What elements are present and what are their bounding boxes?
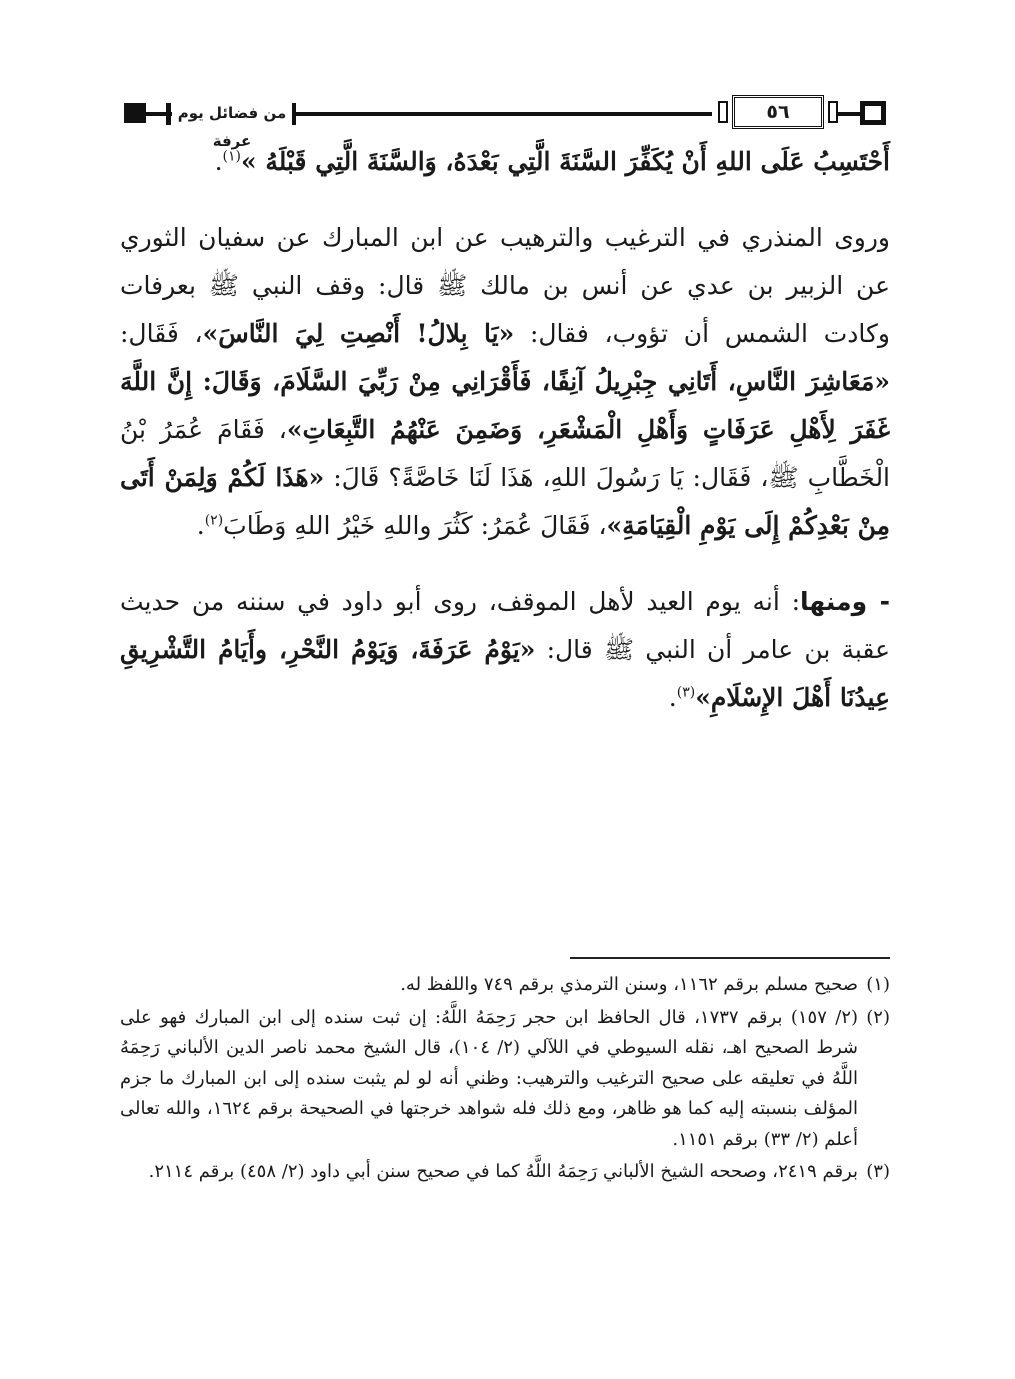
narration-text: ، فَقَامَ عُمَرُ بْنُ الْخَطَّابِ ﷺ، فَقَال: يَا رَسُولَ اللهِ، هَذَا لَنَا خَاصَّةً؟ قَالَ: — [120, 415, 891, 492]
header-end-square — [860, 101, 886, 125]
narration-text: ، فَقَال: — [120, 319, 203, 348]
header-book-title: من فضائل يوم عرفة — [172, 99, 292, 127]
footnote-text: (٢/ ١٥٧) برقم ١٧٣٧، قال الحافظ ابن حجر رَحِمَهُ اللَّهُ: إن ثبت سنده إلى ابن المبارك فهو على شرط الصحيح اهـ، نقله السيوطي في اللآلي (٢/ ١٠٤)، قال الشيخ محمد ناصر الدين الألباني رَحِمَهُ اللَّهُ في تعليقه على صحيح الترغيب والترهيب: وظني أنه لو لم يثبت سنده إلى ابن المبارك ما جزم المؤلف بنسبته إليه كما هو ظاهر، ومع ذلك فله شواهد خرجتها في الصحيحة برقم ١٦٢٤، والله تعالى أعلم (٢/ ٣٣) برقم ١١٥١. — [120, 1006, 859, 1150]
hadith-quote: «يَوْمُ عَرَفَةَ، وَيَوْمُ النَّحْرِ، وأَيَامُ التَّشْرِيقِ عِيدُنَا أَهْلَ الإِسْلَامِ» — [120, 635, 890, 712]
footnotes — [120, 970, 890, 1190]
page-number-box — [732, 95, 824, 129]
footnote-1 — [120, 970, 890, 1001]
header-rule-middle — [296, 112, 712, 116]
narration-text: وروى المنذري في الترغيب والترهيب عن ابن المبارك عن سفيان الثوري عن الزبير بن عدي عن أنس بن مالك ﷺ قال: وقف النبي ﷺ بعرفات وكادت الشمس أن تؤوب، فقال: — [120, 223, 890, 348]
paragraph-1 — [120, 138, 890, 186]
footnote-ref-2: (٢) — [204, 512, 224, 529]
paragraph-3 — [120, 578, 890, 722]
paragraph-end: . — [668, 683, 677, 712]
header-left-block — [124, 103, 146, 123]
hadith-quote: أَحْتَسِبُ عَلَى اللهِ أَنْ يُكَفِّرَ السَّنَةَ الَّتِي بَعْدَهُ، وَالسَّنَةَ الَّتِي قَبْلَهُ » — [240, 147, 890, 176]
hadith-quote: «هَذَا لَكُمْ وَلِمَنْ أَتَى مِنْ بَعْدِكُمْ إِلَى يَوْمِ الْقِيَامَةِ» — [120, 463, 890, 540]
footnote-number: (٣) — [866, 1161, 890, 1182]
footnote-separator — [570, 957, 890, 959]
footnote-text: صحيح مسلم برقم ١١٦٢، وسنن الترمذي برقم ٧٤٩ واللفظ له. — [400, 974, 858, 995]
hadith-quote: «مَعَاشِرَ النَّاسِ، أَتَانِي جِبْرِيلُ آنِفًا، فَأَقْرَانِي مِنْ رَبِّيَ السَّلَامَ، وَقَالَ: إِنَّ اللَّهَ غَفَرَ لِأَهْلِ عَرَفَاتٍ وَأَهْلِ الْمَشْعَرِ، وَضَمِنَ عَنْهُمُ التَّبِعَاتِ» — [120, 367, 890, 444]
paragraph-end: . — [214, 147, 223, 176]
footnote-number: (١) — [866, 974, 890, 995]
footnote-number: (٢) — [866, 1006, 890, 1028]
footnote-2 — [120, 1003, 890, 1156]
section-lead: - ومنها — [800, 587, 890, 616]
header-rule-right — [838, 112, 862, 116]
header-ornament-right — [828, 101, 838, 123]
hadith-quote: «يَا بِلالُ! أَنْصِتِ لِيَ النَّاسَ» — [202, 319, 515, 348]
paragraph-2 — [120, 214, 890, 550]
header-ornament-left — [718, 101, 728, 123]
header-left-bar — [166, 103, 171, 125]
footnote-text: برقم ٢٤١٩، وصححه الشيخ الألباني رَحِمَهُ اللَّهُ كما في صحيح سنن أبي داود (٢/ ٤٥٨) برقم ٢١١٤. — [148, 1161, 858, 1182]
paragraph-end: . — [196, 511, 205, 540]
page-number: ٥٦ — [766, 101, 790, 123]
narration-text: : أنه يوم العيد لأهل الموقف، روى أبو داود في سننه من حديث عقبة بن عامر أن النبي ﷺ قال: — [120, 587, 890, 664]
running-header — [120, 95, 890, 150]
footnote-ref-3: (٣) — [676, 684, 696, 701]
narration-text: ، فَقَالَ عُمَرُ: كَثُرَ واللهِ خَيْرُ اللهِ وَطَابَ — [223, 511, 607, 540]
footnote-3 — [120, 1157, 890, 1188]
main-text — [120, 138, 890, 722]
footnote-ref-1: (١) — [222, 148, 241, 165]
